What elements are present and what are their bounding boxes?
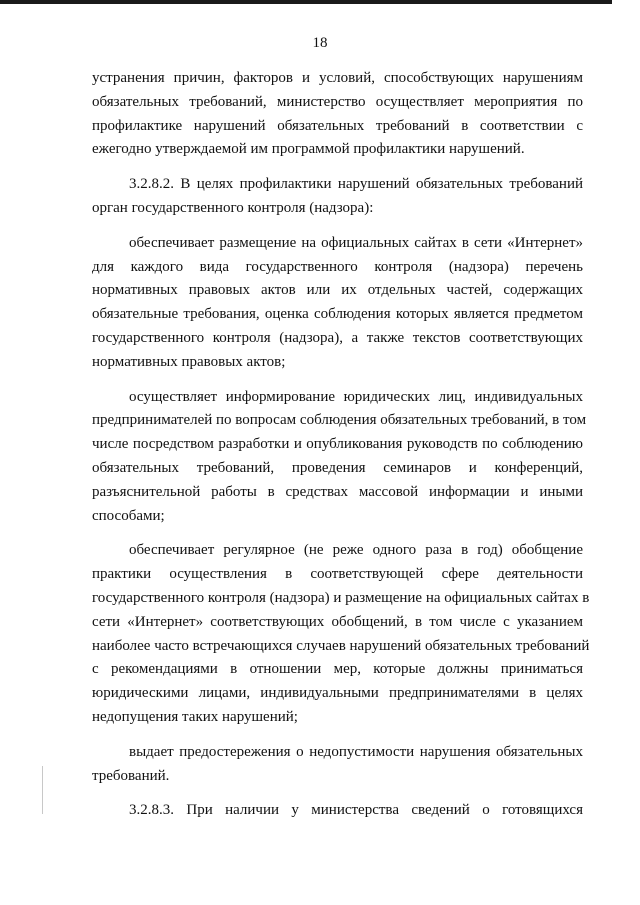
text-line: выдает предостережения о недопустимости нарушения обязательных [129,743,583,760]
text-line: недопущения таких нарушений; [92,708,298,725]
text-line: обязательных требований, министерство осуществляет мероприятия по [92,93,583,110]
paragraph-continuation [92,67,583,162]
top-border-line [0,0,612,4]
text-line: для каждого вида государственного контроля (надзора) перечень [92,258,583,275]
text-line: государственного контроля (надзора), а также текстов соответствующих [92,329,583,346]
text-line: обеспечивает регулярное (не реже одного раза в год) обобщение [129,542,583,559]
text-line: разъяснительной работы в средствах массовой информации и иными [92,483,583,500]
text-line: 3.2.8.2. В целях профилактики нарушений обязательных требований [129,176,583,193]
paragraph-generalize-practice [92,539,590,729]
text-line: числе посредством разработки и опубликования руководств по соблюдению [92,436,583,453]
scan-margin-mark [42,766,43,814]
text-line: сети «Интернет» соответствующих обобщений, в том числе с указанием [92,613,583,630]
text-line: способами; [92,507,165,524]
text-line: государственного контроля (надзора) и размещение на официальных сайтах в [92,589,590,606]
text-line: профилактике нарушений обязательных требований в соответствии с [92,117,583,134]
paragraph-issue-warnings [92,741,583,789]
text-line: 3.2.8.3. При наличии у министерства сведений о готовящихся [129,802,583,819]
text-line: ежегодно утверждаемой им программой профилактики нарушений. [92,141,525,158]
text-line: наиболее часто встречающихся случаев нарушений обязательных требований [92,637,590,654]
text-line: осуществляет информирование юридических лиц, индивидуальных [129,388,583,405]
text-line: юридическими лицами, индивидуальными предпринимателями в целях [92,685,583,702]
text-line: предпринимателей по вопросам соблюдения обязательных требований, в том [92,412,587,429]
paragraph-clause-3-2-8-2 [92,173,583,221]
text-line: с рекомендациями в отношении мер, которые должны приниматься [92,661,583,678]
paragraph-publish-acts [92,232,583,375]
text-line: практики осуществления в соответствующей сфере деятельности [92,566,583,583]
text-line: устранения причин, факторов и условий, способствующих нарушениям [92,70,583,86]
text-line: обязательные требования, оценка соблюдения которых является предметом [92,306,583,323]
page-number: 18 [312,35,328,51]
paragraph-inform-entities [92,386,587,529]
text-line: требований. [92,767,170,784]
document-body [92,67,590,834]
text-line: нормативных правовых актов или их отдельных частей, содержащих [92,282,583,299]
paragraph-clause-3-2-8-3 [92,799,583,823]
text-line: нормативных правовых актов; [92,353,286,370]
text-line: обязательных требований, проведения семинаров и конференций, [92,459,583,476]
text-line: орган государственного контроля (надзора): [92,199,374,216]
text-line: обеспечивает размещение на официальных сайтах в сети «Интернет» [129,234,583,251]
